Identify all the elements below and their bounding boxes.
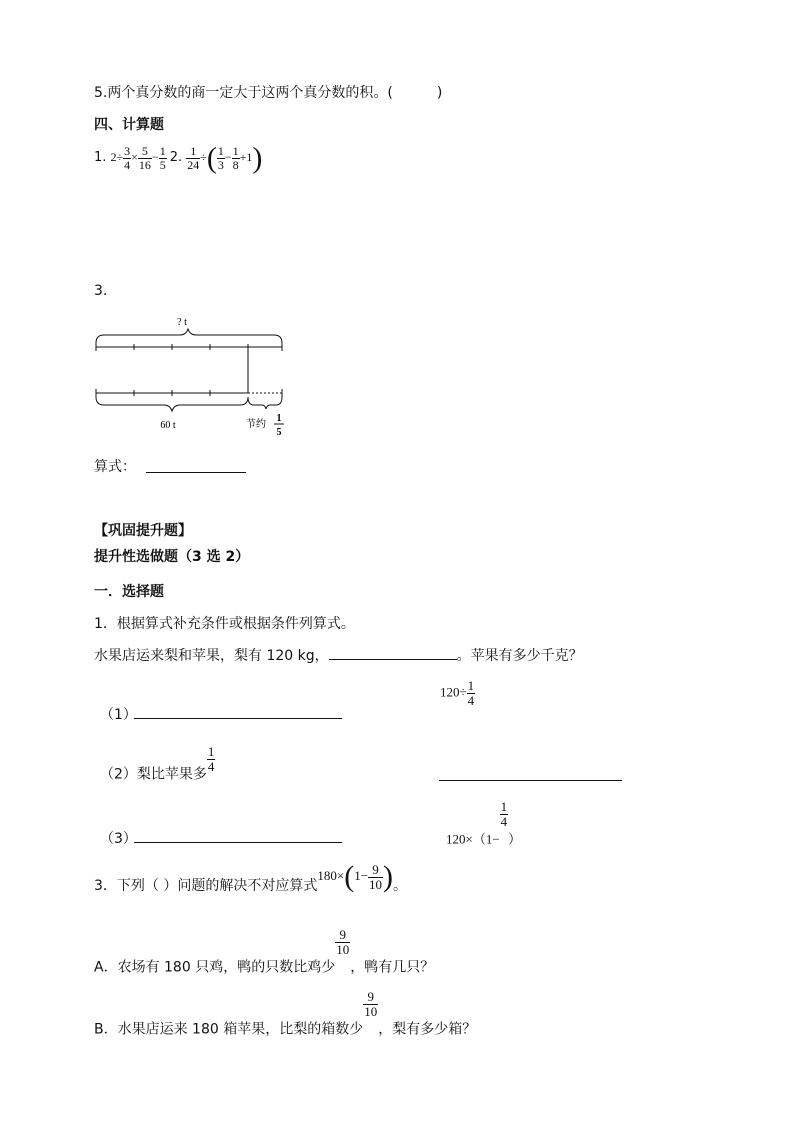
operator: × [131, 149, 138, 164]
fraction: $\frac{1}{3}$ [217, 143, 224, 172]
fraction: $\frac{1}{4}$ [500, 799, 508, 829]
row-2 [100, 745, 215, 784]
item-1-context-a: 水果店运来梨和苹果，梨有 120 kg， [94, 648, 329, 664]
item-3 [94, 862, 407, 895]
expr-part: 1− [354, 867, 369, 883]
consolidate-subtitle: 提升性选做题（3 选 2） [94, 549, 250, 565]
calc-row [94, 143, 262, 173]
paren: ) [252, 141, 263, 174]
row-2-answer-line[interactable] [439, 780, 622, 781]
expr-part: 120×（1− [446, 831, 500, 847]
item-1-prompt: 1．根据算式补充条件或根据条件列算式。 [94, 616, 355, 632]
fraction: $\frac{3}{4}$ [124, 143, 131, 172]
fraction: $\frac{1}{24}$ [187, 143, 200, 172]
item-3-prompt: 3．下列（ ）问题的解决不对应算式 [94, 877, 318, 894]
calc-2-expr [186, 141, 263, 174]
row-1-expression [440, 679, 475, 707]
fraction: $\frac{1}{4}$ [207, 744, 215, 774]
fraction: $\frac{9}{10}$ [364, 989, 378, 1019]
option-b-text-a: B．水果店运来 180 箱苹果，比梨的箱数少 [94, 1021, 364, 1038]
calc-2-prefix: 2. [169, 149, 183, 165]
item-3-end: 。 [393, 877, 408, 894]
option-a-text-a: A．农场有 180 只鸡，鸭的只数比鸡少 [94, 959, 336, 976]
item-1-context-b: 。苹果有多少千克？ [456, 648, 583, 664]
expr-part: 180× [317, 867, 345, 883]
save-fraction-den: 5 [276, 427, 282, 438]
save-fraction-num: 1 [276, 413, 282, 424]
segment-diagram [90, 305, 300, 445]
bottom-label: 60 t [160, 420, 176, 431]
option-a-text-b: ，鸭有几只？ [350, 959, 435, 976]
row-1-label: （1） [100, 707, 137, 723]
section-4-title: 四、计算题 [94, 117, 164, 133]
row-2-label: （2）梨比苹果多 [100, 766, 207, 783]
top-brace [96, 329, 282, 343]
expr-part: ） [508, 831, 522, 847]
operator: − [151, 149, 159, 164]
option-b[interactable] [94, 990, 476, 1039]
option-b-text-b: ，梨有多少箱？ [378, 1021, 477, 1038]
calc-1-prefix: 1. [94, 149, 107, 165]
formula-label: 算式： [94, 459, 136, 475]
operator: +1 [239, 149, 253, 164]
row-3-answer-line[interactable] [134, 842, 342, 843]
save-label: 节约 [246, 419, 266, 430]
question-5-text: 5.两个真分数的商一定大于这两个真分数的积。( [94, 85, 393, 101]
operator: − [224, 149, 232, 164]
question-5 [94, 82, 442, 102]
item-1-context [94, 645, 583, 665]
row-3-expression [446, 800, 521, 848]
row-3-label: （3） [100, 831, 137, 847]
top-label: ? t [177, 317, 187, 328]
consolidate-title: 【巩固提升题】 [94, 523, 192, 539]
fraction: $\frac{9}{10}$ [336, 927, 350, 957]
formula-answer-line[interactable] [146, 472, 246, 473]
bottom-brace [96, 397, 248, 411]
option-a[interactable] [94, 928, 434, 977]
fraction: $\frac{1}{4}$ [467, 678, 475, 708]
item-3-expression [317, 860, 394, 893]
question-5-close: ) [436, 85, 443, 101]
fraction: $\frac{1}{8}$ [232, 143, 239, 172]
operator: ÷ [200, 149, 207, 164]
row-1-answer-line[interactable] [134, 718, 342, 719]
section-1-title: 一．选择题 [94, 584, 164, 600]
paren: ( [206, 141, 217, 174]
fraction: $\frac{1}{5}$ [159, 143, 166, 172]
calc-1-part: 2÷ [110, 149, 124, 164]
question-3-label: 3. [94, 283, 108, 299]
fraction: $\frac{9}{10}$ [369, 861, 383, 892]
condition-blank[interactable] [329, 645, 457, 660]
paren: ( [344, 860, 355, 893]
paren: ) [383, 860, 394, 893]
fraction: $\frac{5}{16}$ [138, 143, 151, 172]
calc-1-expr [110, 143, 170, 172]
expr-part: 120÷ [440, 684, 467, 700]
saved-brace [248, 397, 282, 409]
